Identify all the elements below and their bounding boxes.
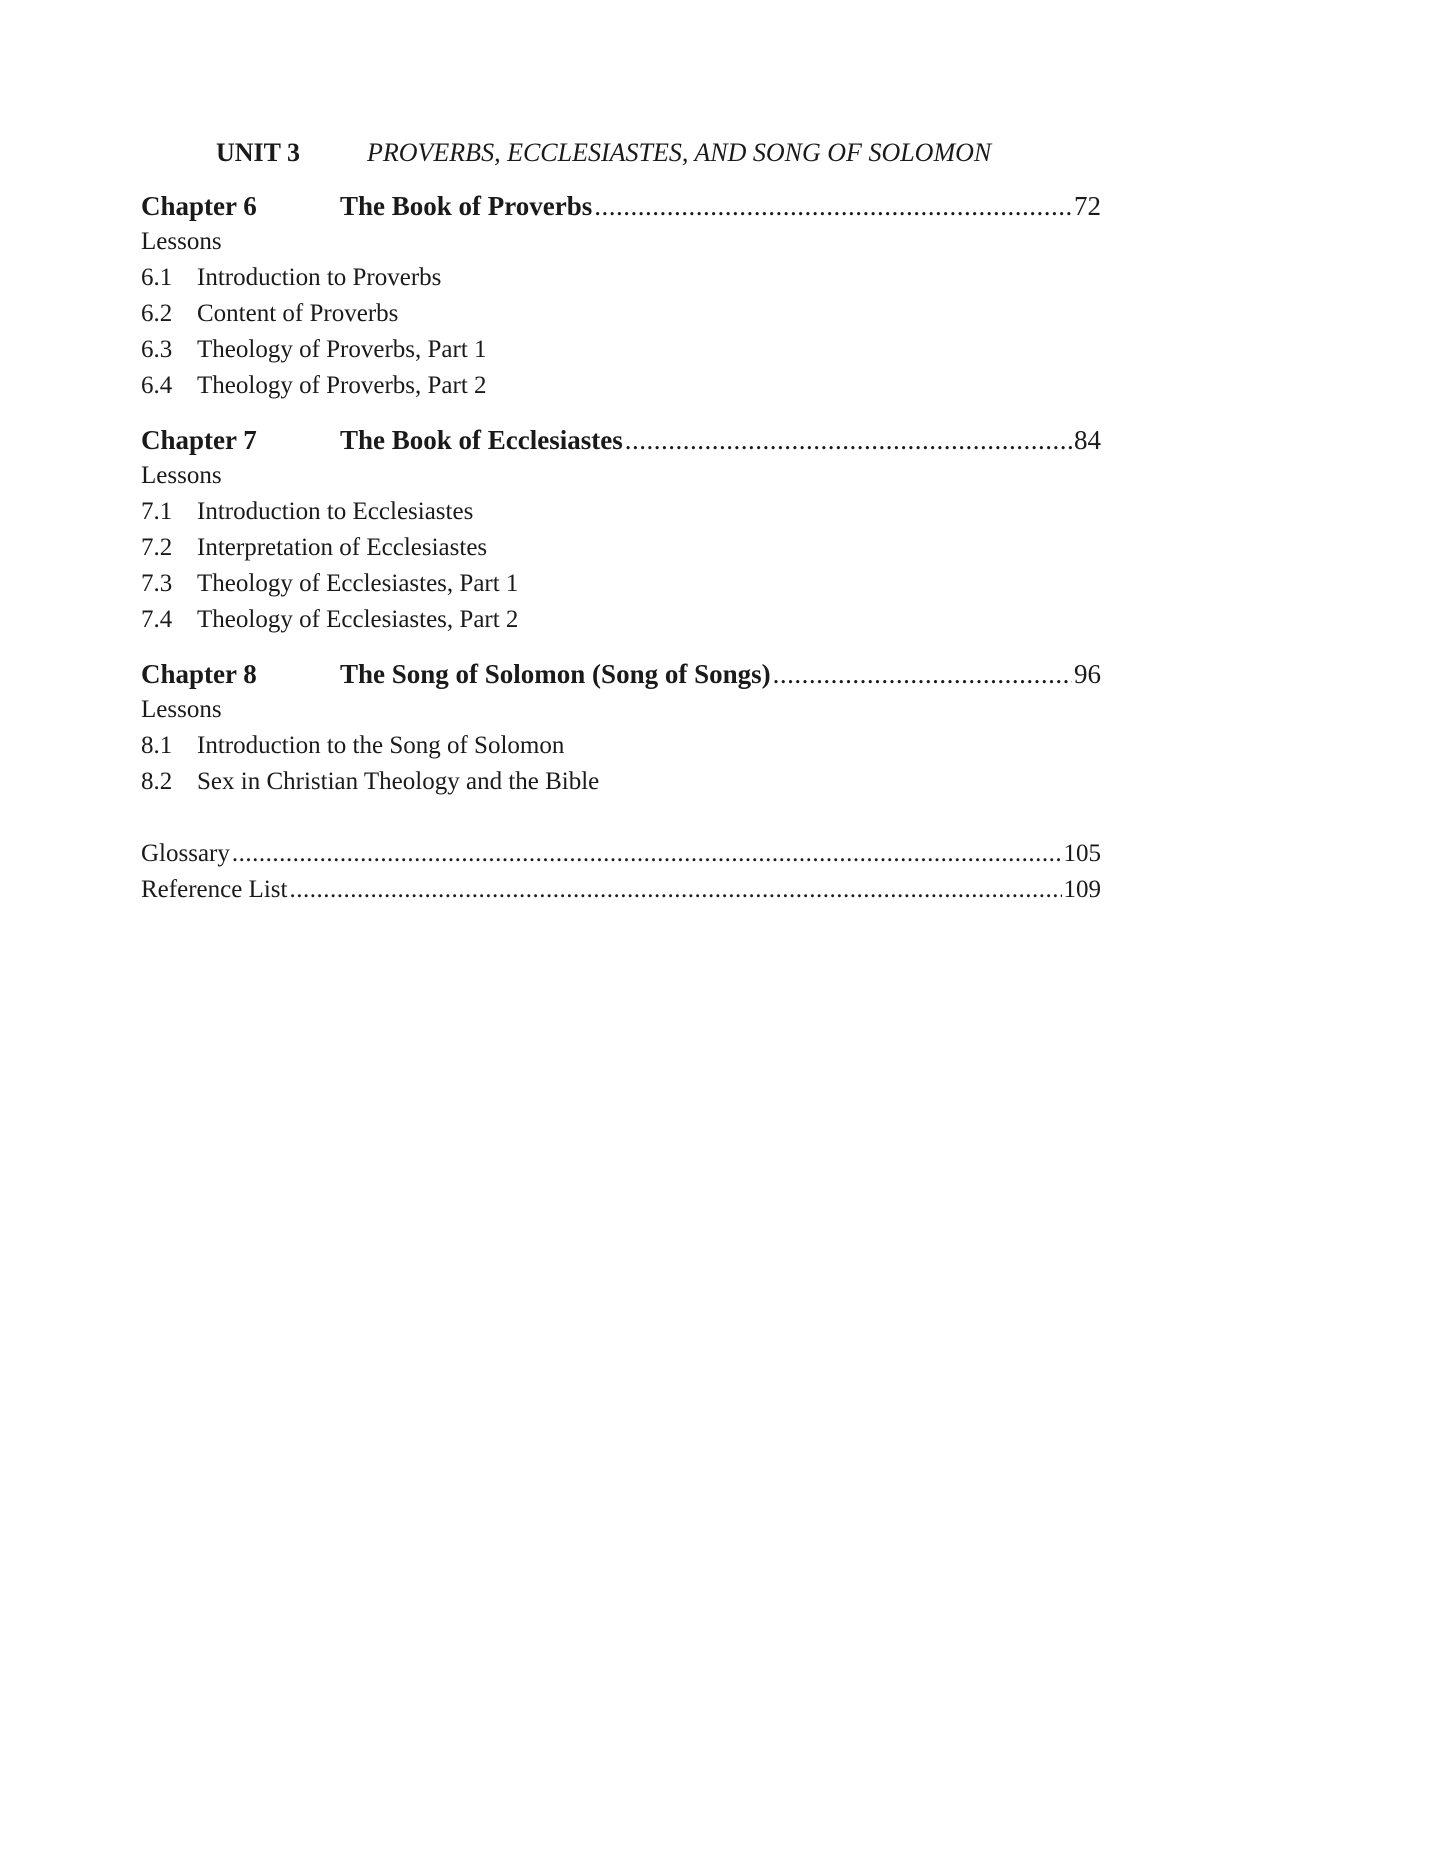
chapter-label: Chapter 8 [141,659,257,689]
chapter-title: The Song of Solomon (Song of Songs) [340,659,771,689]
table-of-contents [141,188,1101,908]
lesson-number: 7.2 [141,534,173,561]
chapter-title: The Book of Proverbs [340,191,593,221]
lesson-title: Interpretation of Ecclesiastes [197,534,488,561]
lesson-item[interactable] [141,368,1101,404]
lesson-number: 6.1 [141,264,173,291]
lessons-heading: Lessons [141,228,222,255]
dot-leader [232,836,1062,872]
dot-leader [594,188,1072,224]
chapter-entry[interactable] [141,422,1101,458]
lesson-number: 8.1 [141,732,173,759]
lesson-number: 8.2 [141,768,173,795]
lesson-title: Introduction to Proverbs [197,264,442,291]
chapter-page-number: 96 [1074,659,1101,689]
lessons-heading: Lessons [141,462,222,489]
glossary-label: Glossary [141,840,230,867]
lesson-title: Theology of Proverbs, Part 2 [197,372,487,399]
dot-leader [773,656,1072,692]
lesson-number: 6.2 [141,300,173,327]
lesson-number: 7.4 [141,606,173,633]
lesson-number: 7.3 [141,570,173,597]
reference-list-label: Reference List [141,876,288,903]
lesson-title: Introduction to Ecclesiastes [197,498,474,525]
unit-number: UNIT 3 [216,138,301,167]
lesson-number: 6.4 [141,372,173,399]
lesson-item[interactable] [141,494,1101,530]
lesson-item[interactable] [141,332,1101,368]
chapter-title: The Book of Ecclesiastes [340,425,623,455]
lesson-item[interactable] [141,764,1101,800]
lessons-heading: Lessons [141,696,222,723]
chapter-page-number: 72 [1074,191,1101,221]
chapter-label: Chapter 6 [141,191,257,221]
back-matter [141,836,1101,908]
glossary-page-number: 105 [1063,840,1101,867]
lesson-number: 6.3 [141,336,173,363]
lesson-item[interactable] [141,566,1101,602]
reference-list-page-number: 109 [1063,876,1101,903]
chapter-page-number: 84 [1074,425,1101,455]
chapter-block-8 [141,656,1101,800]
lesson-title: Theology of Ecclesiastes, Part 2 [197,606,519,633]
reference-list-entry[interactable] [141,872,1101,908]
chapter-block-7 [141,422,1101,638]
dot-leader [289,872,1061,908]
lesson-title: Theology of Ecclesiastes, Part 1 [197,570,519,597]
chapter-block-6 [141,188,1101,404]
unit-heading [216,136,991,170]
lesson-item[interactable] [141,260,1101,296]
chapter-entry[interactable] [141,656,1101,692]
glossary-entry[interactable] [141,836,1101,872]
chapter-entry[interactable] [141,188,1101,224]
lesson-title: Content of Proverbs [197,300,399,327]
lesson-number: 7.1 [141,498,173,525]
dot-leader [625,422,1072,458]
unit-title: PROVERBS, ECCLESIASTES, AND SONG OF SOLOMON [367,138,992,167]
lesson-item[interactable] [141,530,1101,566]
chapter-label: Chapter 7 [141,425,257,455]
lesson-title: Sex in Christian Theology and the Bible [197,768,600,795]
lesson-item[interactable] [141,602,1101,638]
lesson-title: Theology of Proverbs, Part 1 [197,336,487,363]
lesson-title: Introduction to the Song of Solomon [197,732,565,759]
lesson-item[interactable] [141,728,1101,764]
lesson-item[interactable] [141,296,1101,332]
